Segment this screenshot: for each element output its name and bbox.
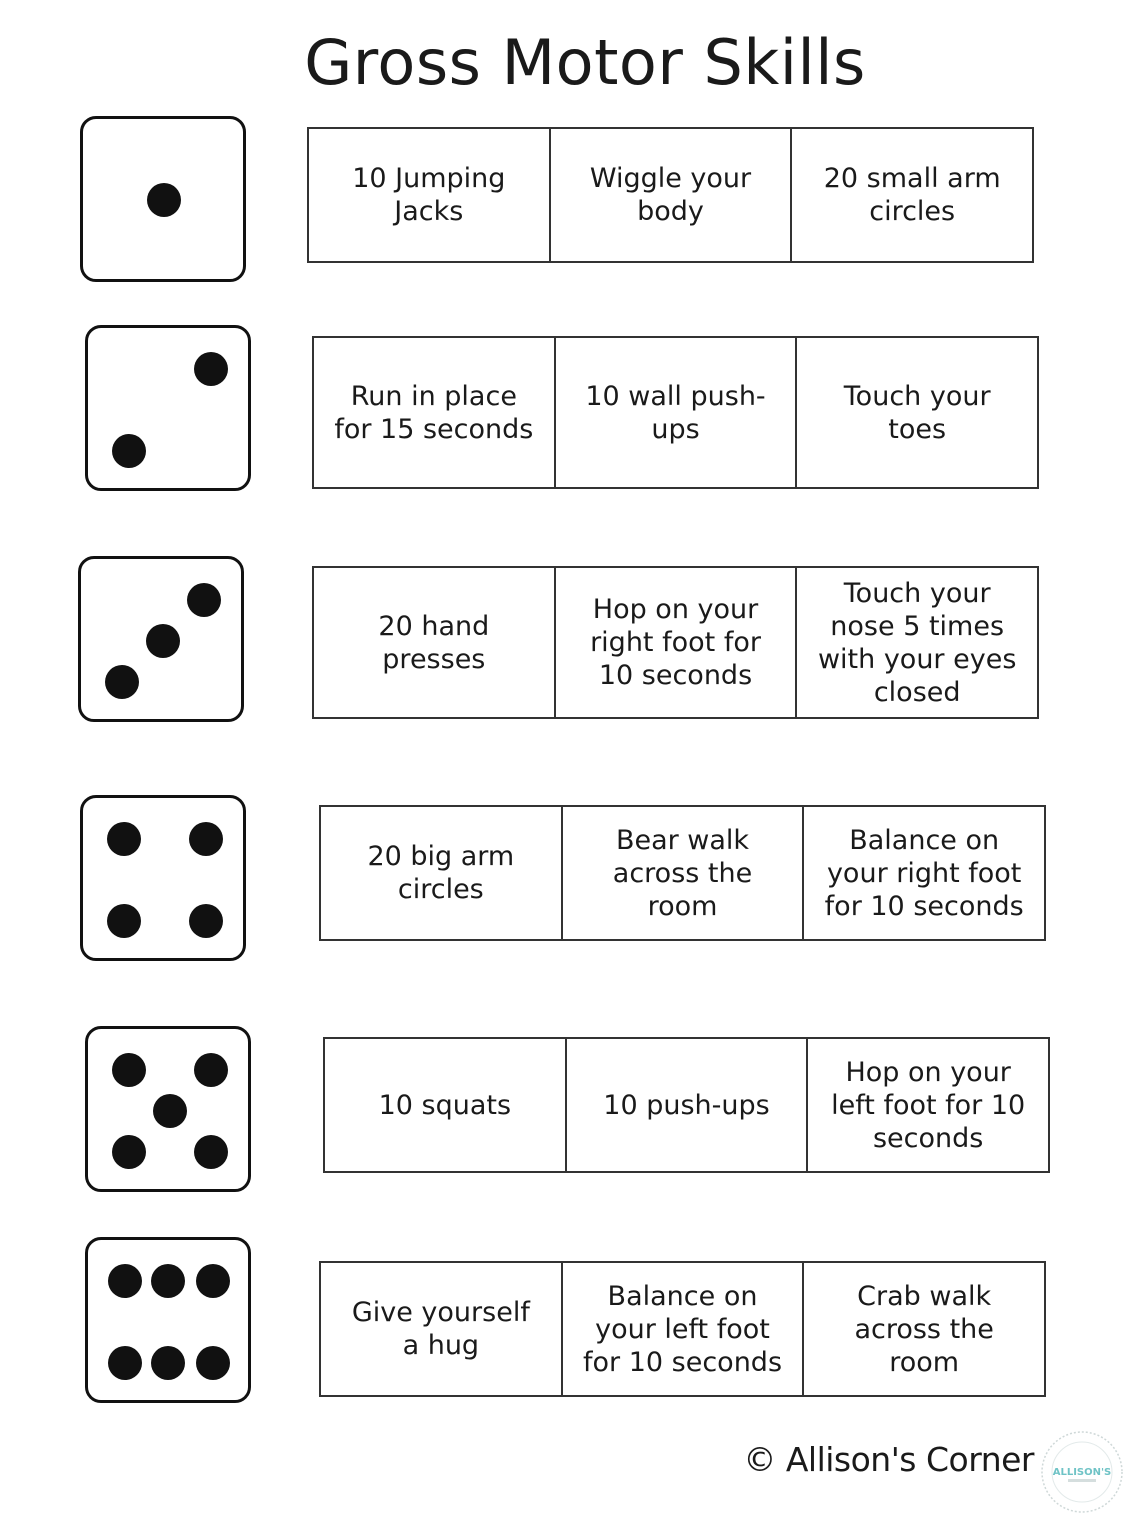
logo-text: ALLISON'S	[1052, 1467, 1112, 1478]
die-pip	[112, 1053, 146, 1087]
activity-cell: Crab walk across the room	[802, 1263, 1044, 1395]
die-pip	[151, 1346, 185, 1380]
die-pip	[147, 183, 181, 217]
die-pip	[107, 822, 141, 856]
activity-cell: 10 wall push- ups	[554, 338, 796, 487]
die-pip	[194, 352, 228, 386]
die-face-one	[80, 116, 246, 282]
activity-cell: 10 squats	[378, 1089, 512, 1121]
die-pip	[108, 1346, 142, 1380]
die-pip	[189, 822, 223, 856]
die-pip	[153, 1094, 187, 1128]
activity-row-3	[312, 566, 1039, 719]
page-title: Gross Motor Skills	[304, 26, 866, 99]
activity-cell: 10 push-ups	[565, 1039, 807, 1171]
die-pip	[194, 1135, 228, 1169]
die-pip	[112, 1135, 146, 1169]
activity-row-1	[307, 127, 1034, 263]
die-pip	[105, 665, 139, 699]
activity-cell: Balance on your right foot for 10 seconds	[802, 807, 1044, 939]
activity-cell: Touch your nose 5 times with your eyes closed	[795, 568, 1037, 717]
activity-cell: Touch your toes	[795, 338, 1037, 487]
die-face-three	[78, 556, 244, 722]
activity-cell: Give yourself a hug	[351, 1297, 530, 1361]
activity-cell: 20 small arm circles	[790, 129, 1032, 261]
activity-cell: Hop on your right foot for 10 seconds	[554, 568, 796, 717]
activity-cell: 20 big arm circles	[367, 841, 515, 905]
die-pip	[107, 904, 141, 938]
die-pip	[194, 1053, 228, 1087]
activity-cell: Hop on your left foot for 10 seconds	[806, 1039, 1048, 1171]
activity-cell: 10 Jumping Jacks	[352, 163, 506, 227]
activity-row-4	[319, 805, 1046, 941]
activity-cell: Bear walk across the room	[561, 807, 803, 939]
die-pip	[146, 624, 180, 658]
die-face-six	[85, 1237, 251, 1403]
die-face-four	[80, 795, 246, 961]
activity-row-5	[323, 1037, 1050, 1173]
copyright-footer: © Allison's Corner	[743, 1440, 1034, 1479]
die-pip	[187, 583, 221, 617]
die-pip	[112, 434, 146, 468]
die-pip	[151, 1264, 185, 1298]
die-pip	[189, 904, 223, 938]
die-pip	[108, 1264, 142, 1298]
activity-cell: Wiggle your body	[549, 129, 791, 261]
allisons-corner-logo	[1040, 1430, 1124, 1514]
die-face-two	[85, 325, 251, 491]
activity-row-6	[319, 1261, 1046, 1397]
activity-cell: 20 hand presses	[378, 610, 490, 675]
activity-cell: Balance on your left foot for 10 seconds	[561, 1263, 803, 1395]
activity-cell: Run in place for 15 seconds	[334, 380, 534, 445]
die-pip	[196, 1346, 230, 1380]
activity-row-2	[312, 336, 1039, 489]
die-pip	[196, 1264, 230, 1298]
die-face-five	[85, 1026, 251, 1192]
